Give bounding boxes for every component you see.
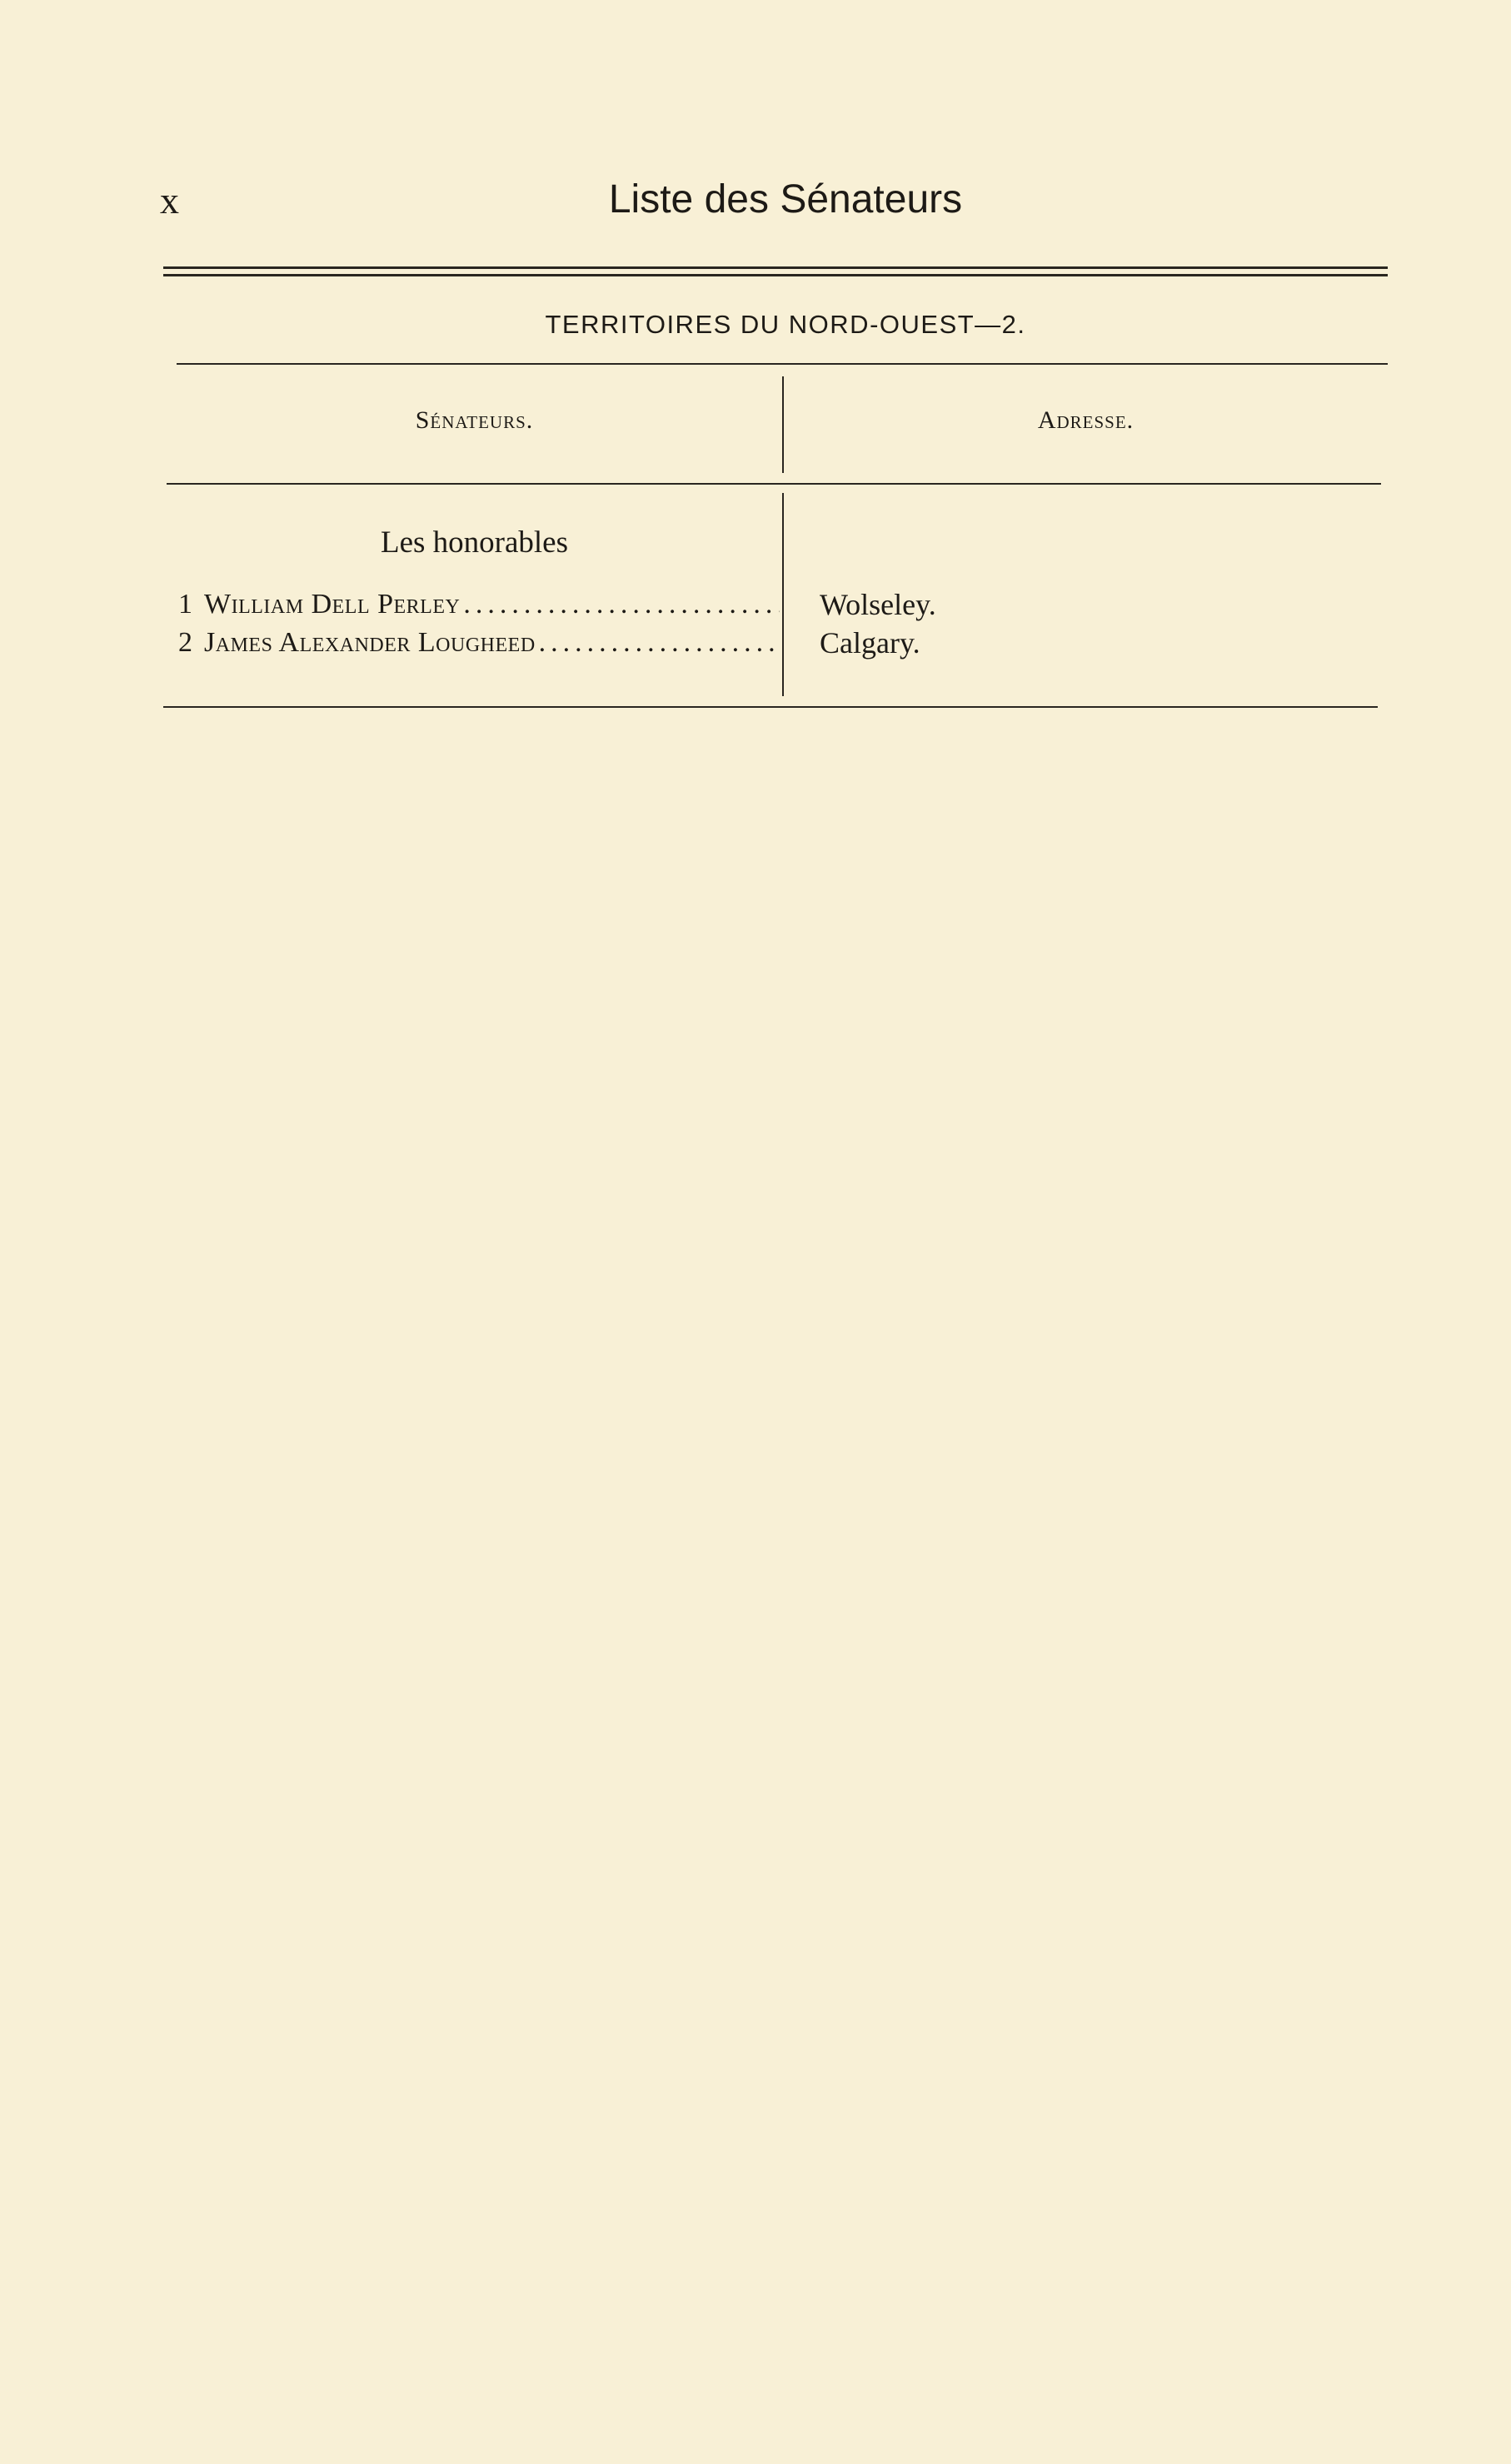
row-number: 2	[178, 627, 192, 658]
header-double-rule	[163, 266, 1388, 276]
senator-name: James Alexander Lougheed	[204, 627, 536, 658]
table-row	[178, 587, 780, 622]
senator-address: Calgary.	[820, 626, 920, 660]
table-subheading: Les honorables	[380, 525, 569, 560]
section-title: TERRITOIRES DU NORD-OUEST—2.	[545, 310, 1026, 339]
running-title: Liste des Sénateurs	[608, 177, 963, 222]
dot-leader	[463, 587, 780, 622]
table-bottom-rule	[163, 706, 1378, 708]
senator-name: William Dell Perley	[204, 589, 461, 620]
column-header-address: Adresse.	[1037, 406, 1134, 434]
table-top-rule	[177, 363, 1388, 365]
senator-address: Wolseley.	[820, 588, 936, 621]
table-header-rule	[167, 483, 1381, 485]
column-header-senators: Sénateurs.	[415, 406, 534, 434]
table-column-divider-body	[782, 493, 784, 696]
row-number: 1	[178, 589, 192, 620]
page-number: x	[160, 179, 180, 222]
table-row	[178, 625, 780, 660]
dot-leader	[539, 625, 780, 660]
